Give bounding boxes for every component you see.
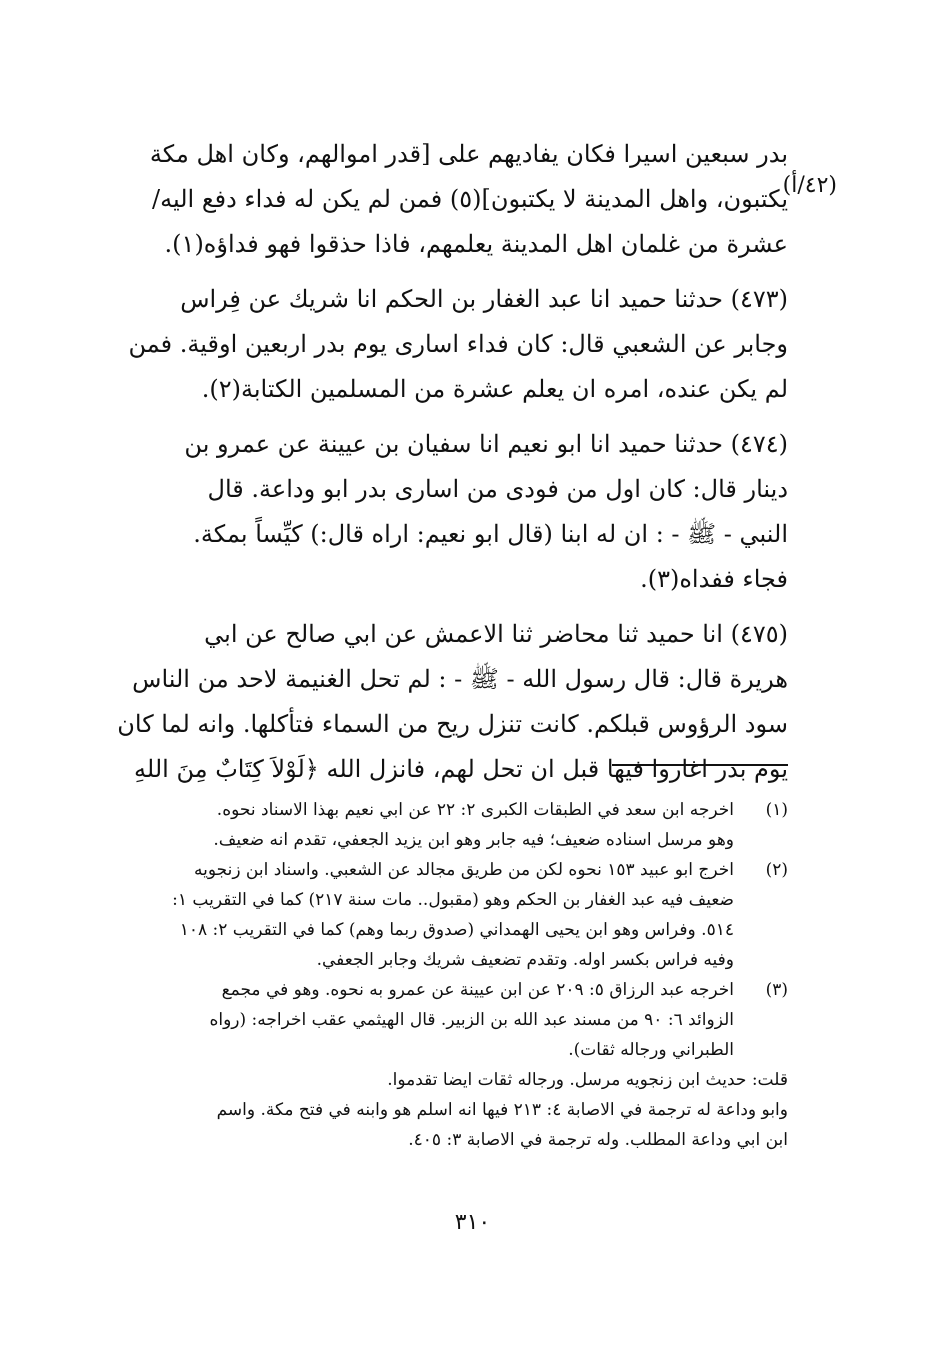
footnote-line: وابو وداعة له ترجمة في الاصابة ٤: ٢١٣ فيها انه اسلم هو وابنه في فتح مكة. واسم [216, 1100, 788, 1120]
text-line: فجاء ففداه(٣). [640, 565, 788, 593]
footnote-line: وهو مرسل اسناده ضعيف؛ فيه جابر وهو ابن يزيد الجعفي، تقدم انه ضعيف. [213, 830, 734, 850]
text-line: هريرة قال: قال رسول الله - ﷺ - : لم تحل الغنيمة لاحد من الناس [132, 665, 788, 693]
text-line: (٤٧٥) انا حميد ثنا محاضر ثنا الاعمش عن ابي صالح عن ابي [204, 620, 788, 648]
footnotes [116, 795, 788, 1155]
paragraph-474 [104, 422, 788, 602]
footnote-commentary [116, 1065, 788, 1155]
text-line: يكتبون، واهل المدينة لا يكتبون](٥) فمن لم يكن له فداء دفع اليه/ [152, 185, 788, 213]
footnote-1 [116, 795, 788, 855]
footnote-line: ضعيف فيه عبد الغفار بن الحكم وهو (مقبول.. مات سنة ٢١٧) كما في التقريب ١: [172, 890, 734, 910]
footnote-line: ابن ابي وداعة المطلب. وله ترجمة في الاصابة ٣: ٤٠٥. [408, 1130, 788, 1150]
footnote-line: الطبراني ورجاله ثقات). [568, 1040, 734, 1060]
text-line: النبي - ﷺ - : ان له ابنا (قال ابو نعيم: اراه قال:) كيِّساً بمكة. [193, 520, 788, 548]
footnote-number: (٣) [765, 980, 788, 1000]
footnote-line: قلت: حديث ابن زنجويه مرسل. ورجاله ثقات ايضا تقدموا. [387, 1070, 788, 1090]
text-line: (٤٧٤) حدثنا حميد انا ابو نعيم انا سفيان بن عيينة عن عمرو بن [184, 430, 788, 458]
paragraph-1 [104, 132, 788, 267]
footnote-line: اخرجه ابن سعد في الطبقات الكبرى ٢: ٢٢ عن ابي نعيم بهذا الاسناد نحوه. [216, 800, 734, 820]
text-line: وجابر عن الشعبي قال: كان فداء اسارى يوم بدر اربعين اوقية. فمن [128, 330, 788, 358]
text-line: سود الرؤوس قبلكم. كانت تنزل ريح من السماء فتأكلها. وانه لما كان [117, 710, 788, 738]
paragraph-473 [104, 277, 788, 412]
footnote-number: (١) [765, 800, 788, 820]
text-line: عشرة من غلمان اهل المدينة يعلمهم، فاذا حذقوا فهو فداؤه(١). [164, 230, 788, 258]
footnote-line: الزوائد ٦: ٩٠ من مسند عبد الله بن الزبير. قال الهيثمي عقب اخراجه: (رواه [209, 1010, 734, 1030]
footnote-line: ٥١٤. وفراس وهو ابن يحيى الهمداني (صدوق ربما وهم) كما في التقريب ٢: ١٠٨ [179, 920, 734, 940]
footnote-line: اخرجه عبد الرزاق ٥: ٢٠٩ عن ابن عيينة عن عمرو به نحوه. وهو في مجمع [221, 980, 734, 1000]
text-line: يوم بدر اغاروا فيها قبل ان تحل لهم، فانزل الله ﴿لَوْلاَ كِتَابٌ مِنَ اللهِ [134, 755, 788, 783]
footnote-2 [116, 855, 788, 975]
text-line: (٤٧٣) حدثنا حميد انا عبد الغفار بن الحكم انا شريك عن فِراس [180, 285, 788, 313]
footnote-separator [612, 764, 788, 766]
text-line: لم يكن عنده، امره ان يعلم عشرة من المسلمين الكتابة(٢). [201, 375, 788, 403]
footnote-line: اخرج ابو عبيد ١٥٣ نحوه لكن من طريق مجالد عن الشعبي. واسناد ابن زنجويه [193, 860, 734, 880]
main-text [104, 132, 788, 792]
page-number: ٣١٠ [454, 1210, 491, 1235]
text-line: دينار قال: كان اول من فودى من اسارى بدر ابو وداعة. قال [207, 475, 788, 503]
footnote-3 [116, 975, 788, 1065]
footnote-line: وفيه فراس بكسر اوله. وتقدم تضعيف شريك وجابر الجعفي. [316, 950, 734, 970]
margin-folio-reference: (٤٢/أ) [782, 173, 837, 198]
footnote-number: (٢) [765, 860, 788, 880]
text-line: بدر سبعين اسيرا فكان يفاديهم على [قدر اموالهم، وكان اهل مكة [149, 140, 788, 168]
